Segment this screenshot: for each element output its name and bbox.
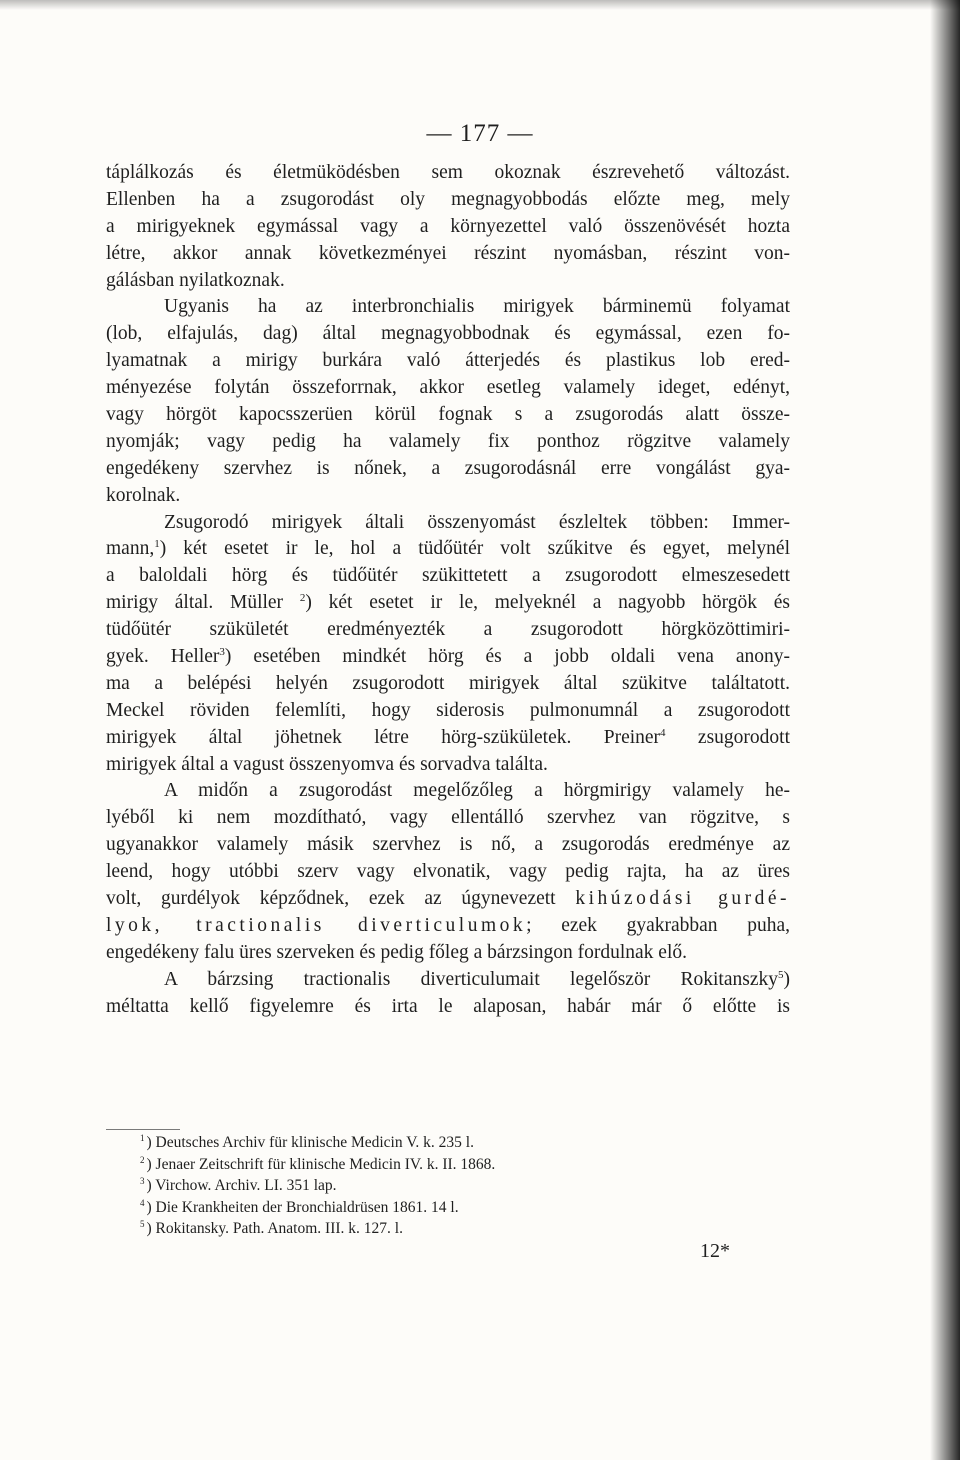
footnote-text: ) Jenaer Zeitschrift für klinische Medicin IV. k. II. 1868. [146, 1155, 496, 1173]
text-line: mirigyek által a vagust összenyomva és sorvadva találta. [106, 753, 548, 775]
scan-top-shadow [0, 0, 960, 10]
text-line [106, 886, 790, 913]
text-line: a mirigyeknek egymással vagy a környezettel való összenövését hozta [106, 215, 790, 237]
text-line: a baloldali hörg és tüdőütér szükittetett a zsugorodott elmeszesedett [106, 565, 790, 587]
footnote-ref: 4 [660, 726, 666, 739]
text-line [106, 536, 790, 563]
text-line [106, 913, 790, 940]
text-fragment: ) esetében mindkét hörg és a jobb oldali vena anony- [224, 646, 790, 668]
footnote-text: ) Virchow. Archiv. LI. 351 lap. [146, 1177, 337, 1194]
page-number: — 177 — [426, 120, 534, 147]
footnote-mark: 3 [140, 1176, 145, 1186]
paragraph-start-line: Zsugorodó mirigyek általi összenyomást észleltek többen: Immer- [164, 511, 790, 533]
text-fragment: mirigyek által jöhetnek létre hörg-szükületek. Preiner [106, 726, 661, 748]
text-line: vagy hörgöt kapocsszerüen körül fognak s a zsugorodás alatt össze- [106, 404, 790, 426]
paragraph-start-line [106, 967, 790, 994]
paragraph-start-line: A midőn a zsugorodást megelőzőleg a hörgmirigy valamely he- [164, 780, 790, 802]
footnote [140, 1154, 700, 1176]
spaced-term: lyok, tractionalis diverticulumok [106, 914, 527, 936]
body-text [106, 160, 790, 1021]
footnote [140, 1197, 700, 1219]
footnote-divider [106, 1129, 180, 1130]
paragraph-start-line: Ugyanis ha az interbronchialis mirigyek bárminemü folyamat [164, 296, 790, 318]
footnote-text: ) Deutsches Archiv für klinische Medicin V. k. 235 l. [146, 1134, 474, 1151]
text-line: lyéből ki nem mozdítható, vagy ellentálló szervhez van rögzitve, s [106, 807, 790, 829]
text-line: (lob, elfajulás, dag) által megnagyobbodnak és egymással, ezen fo- [106, 323, 790, 345]
text-line [106, 590, 790, 617]
text-fragment: gyek. Heller [106, 646, 220, 668]
text-fragment: zsugorodott [665, 726, 790, 748]
text-line: tüdőütér szükületét eredményezték a zsugorodott hörgközöttimiri- [106, 619, 790, 641]
text-fragment: volt, gurdélyok képződnek, ezek az úgynevezett [106, 888, 556, 910]
text-line: méltatta kellő figyelemre és irta le alaposan, habár már ő előtte is [106, 995, 790, 1017]
footnote-text: ) Die Krankheiten der Bronchialdrüsen 1861. 14 l. [146, 1198, 459, 1216]
text-line: nyomják; vagy pedig ha valamely fix ponthoz rögzitve valamely [106, 430, 790, 452]
text-line: gálásban nyilatkoznak. [106, 269, 285, 291]
spaced-term: kihúzodási gurdé- [575, 888, 790, 910]
text-line: ma a belépési helyén zsugorodott mirigyek által szükitve találtatott. [106, 672, 790, 694]
footnote-mark: 1 [140, 1133, 145, 1143]
sheet-signature: 12* [700, 1240, 730, 1262]
text-line: Meckel röviden felemlíti, hogy siderosis pulmonumnál a zsugorodott [106, 699, 790, 721]
footnote-mark: 4 [140, 1197, 145, 1208]
text-fragment: ) [783, 968, 790, 990]
text-line: engedékeny falu üres szerveken és pedig főleg a bárzsingon fordulnak elő. [106, 941, 687, 963]
footnotes [140, 1132, 700, 1240]
text-line [106, 725, 790, 752]
footnote [140, 1218, 700, 1240]
text-line: ményezése folytán összeforrnak, akkor esetleg valamely ideget, edényt, [106, 377, 790, 399]
footnote-ref: 2 [299, 592, 306, 605]
text-fragment: mirigy által. Müller [106, 592, 284, 614]
footnote-ref: 5 [778, 968, 784, 981]
footnote [140, 1175, 700, 1197]
text-fragment: ) két esetet ir le, melyeknél a nagyobb hörgök és [305, 592, 791, 614]
text-line: ugyanakkor valamely másik szervhez is nő, a zsugorodás eredménye az [106, 834, 790, 856]
scan-edge-shadow [930, 0, 960, 1460]
footnote-mark: 2 [140, 1154, 145, 1165]
footnote-mark: 5 [140, 1219, 145, 1229]
text-line: engedékeny szervhez is nőnek, a zsugorodásnál erre vongálást gya- [106, 457, 790, 479]
text-line: korolnak. [106, 484, 181, 506]
footnote [140, 1132, 700, 1154]
text-line: lyamatnak a mirigy burkára való átterjedés és plastikus lob ered- [106, 350, 790, 372]
text-line: táplálkozás és életmüködésben sem okoznak észrevehető változást. [106, 162, 790, 183]
text-line [106, 644, 790, 671]
footnote-text: ) Rokitansky. Path. Anatom. III. k. 127. l. [146, 1220, 403, 1237]
footnote-ref: 1 [154, 538, 160, 551]
text-fragment: A bárzsing tractionalis diverticulumait legelőször Rokitanszky [164, 968, 778, 990]
text-fragment: ) két esetet ir le, hol a tüdőütér volt szűkitve és egyet, melynél [159, 538, 790, 560]
text-line: leend, hogy utóbbi szerv vagy elvonatik, vagy pedig rajta, ha az üres [106, 861, 790, 883]
text-fragment: ; ezek gyakrabban puha, [526, 914, 790, 936]
text-fragment: mann, [106, 538, 155, 560]
text-line: Ellenben ha a zsugorodást oly megnagyobbodás előzte meg, mely [106, 188, 790, 210]
text-line: létre, akkor annak következményei részint nyomásban, részint von- [106, 242, 790, 264]
footnote-ref: 3 [219, 646, 225, 659]
